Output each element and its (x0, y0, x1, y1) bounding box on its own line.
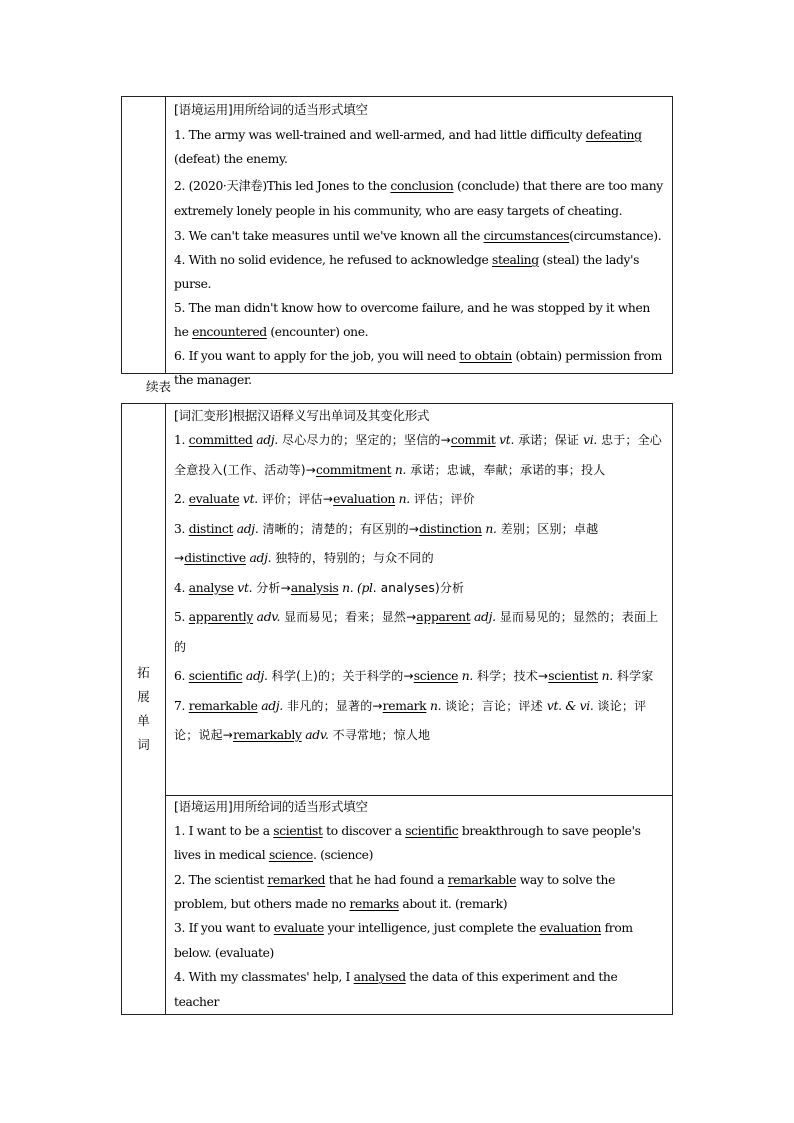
vocab-item-3: 3. distinct adj. 清晰的；清楚的；有区别的→distinction n. 差别；区别；卓越→distinctive adj. 独特的，特别的；与众不同的 (174, 521, 599, 565)
section-header: [词汇变形]根据汉语释义写出单词及其变化形式 (174, 408, 430, 423)
answer: to obtain (459, 349, 512, 363)
answer: circumstances (483, 229, 570, 243)
answer: conclusion (390, 179, 454, 193)
continued-label: 续表 (146, 379, 172, 394)
usage-item-4: 4. With my classmates' help, I analysed the data of this experiment and the teacher (174, 970, 618, 1009)
vocab-item-7: 7. remarkable adj. 非凡的；显著的→remark n. 谈论；言论；评述 vt. & vi. 谈论；评论；说起→remarkably adv. 不寻常地；惊人地 (174, 698, 647, 742)
usage-item-2: 2. The scientist remarked that he had found a remarkable way to solve the problem, but others made no remarks about it. (remark) (174, 872, 616, 911)
vocab-cell (166, 404, 672, 796)
vocab-item-2: 2. evaluate vt. 评价；评估→evaluation n. 评估；评价 (174, 492, 475, 506)
vocabulary-table (121, 403, 673, 1015)
usage-item-1: 1. I want to be a scientist to discover a scientific breakthrough to save people's lives in medical science. (science) (174, 823, 641, 863)
question-1: 1. The army was well-trained and well-armed, and had little difficulty defeating (defeat) the enemy. (174, 128, 642, 166)
question-6: 6. If you want to apply for the job, you will need to obtain (obtain) permission from the manager. (174, 349, 662, 387)
question-5: 5. The man didn't know how to overcome failure, and he was stopped by it when he encountered (encounter) one. (174, 301, 650, 339)
vocab-item-4: 4. analyse vt. 分析→analysis n. (pl. analyses)分析 (174, 580, 465, 595)
question-3: 3. We can't take measures until we've known all the circumstances(circumstance). (174, 229, 662, 243)
vocab-item-1: 1. committed adj. 尽心尽力的；坚定的；坚信的→commit vt. 承诺；保证 vi. 忠于；全心全意投入(工作、活动等)→commitment n. 承诺；忠诚，奉献；承诺的事；投人 (174, 433, 662, 477)
vocab-item-5: 5. apparently adv. 显而易见；看来；显然→apparent adj. 显而易见的；显然的；表面上的 (174, 610, 659, 654)
vocab-item-6: 6. scientific adj. 科学(上)的；关于科学的→science n. 科学；技术→scientist n. 科学家 (174, 669, 654, 683)
side-label-cell (122, 404, 166, 1014)
answer: defeating (585, 128, 642, 142)
side-label: 拓 展 单 词 (137, 665, 150, 752)
question-4: 4. With no solid evidence, he refused to acknowledge stealing (steal) the lady's purse. (174, 253, 640, 291)
side-label-cell (122, 97, 166, 373)
section-header: [语境运用]用所给词的适当形式填空 (174, 102, 368, 117)
usage-item-3: 3. If you want to evaluate your intelligence, just complete the evaluation from below. (evaluate) (174, 921, 633, 960)
usage-cell (166, 97, 672, 392)
answer: encountered (192, 325, 267, 339)
usage-cell (166, 796, 672, 1014)
answer: stealing (492, 253, 539, 267)
section-header: [语境运用]用所给词的适当形式填空 (174, 798, 368, 814)
question-2: 2. (2020·天津卷)This led Jones to the conclusion (conclude) that there are too many extremely lonely people in his community, who are easy targets of cheating. (174, 179, 663, 218)
